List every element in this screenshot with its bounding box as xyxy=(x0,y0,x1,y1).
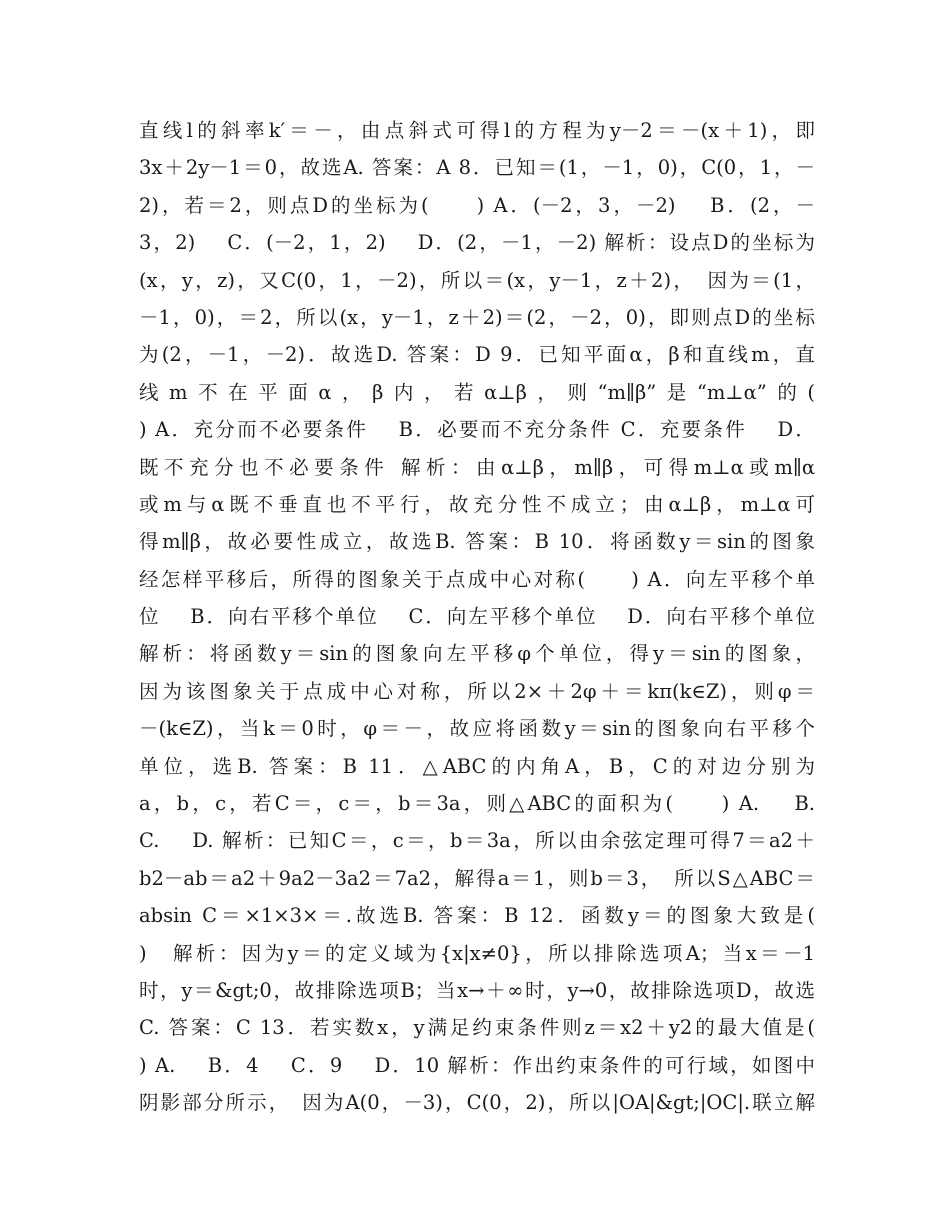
text-line: 因为该图象关于点成中心对称，所以2×＋2φ＋＝kπ(k∈Z)，则φ＝ xyxy=(139,679,815,703)
text-line: 阴影部分所示， 因为A(0，－3)，C(0，2)，所以|OA|&gt;|OC|.联立解 xyxy=(139,1091,815,1115)
text-line: C. D. 解析：已知C＝，c＝，b＝3a，所以由余弦定理可得7＝a2＋ xyxy=(139,829,815,853)
text-line: 2)，若＝2，则点D的坐标为( ) A．(－2，3，－2) B．(2，－ xyxy=(139,193,815,217)
text-line: 既不充分也不必要条件 解析：由α⊥β，m∥β，可得m⊥α或m∥α xyxy=(139,455,815,479)
text-line: 3x＋2y－1＝0，故选A. 答案：A 8．已知＝(1，－1，0)，C(0，1，－ xyxy=(139,156,815,180)
text-line: 得m∥β，故必要性成立，故选B. 答案：B 10．将函数y＝sin的图象 xyxy=(139,530,815,554)
text-line: 解析：将函数y＝sin的图象向左平移φ个单位，得y＝sin的图象， xyxy=(139,642,815,666)
text-line: 3，2) C．(－2，1，2) D．(2，－1，－2) 解析：设点D的坐标为 xyxy=(139,231,815,255)
text-line: b2－ab＝a2＋9a2－3a2＝7a2，解得a＝1，则b＝3， 所以S△ABC＝ xyxy=(139,866,815,890)
text-line: 为(2，－1，－2)．故选D. 答案：D 9．已知平面α，β和直线m，直 xyxy=(139,343,815,367)
text-line: ) A. B．4 C．9 D．10 解析：作出约束条件的可行域，如图中 xyxy=(139,1053,815,1077)
text-line: absin C＝×1×3×＝.故选B. 答案：B 12．函数y＝的图象大致是( xyxy=(139,904,815,928)
text-line: 或m与α既不垂直也不平行，故充分性不成立；由α⊥β，m⊥α可 xyxy=(139,492,815,516)
text-line: 单位，选B. 答案：B 11．△ABC的内角A，B，C的对边分别为 xyxy=(139,754,815,778)
text-line: C. 答案：C 13．若实数x，y满足约束条件则z＝x2＋y2的最大值是( xyxy=(139,1016,815,1040)
text-line: a，b，c，若C＝，c＝，b＝3a，则△ABC的面积为( ) A. B. xyxy=(139,792,815,816)
text-line: －1，0)，＝2，所以(x，y－1，z＋2)＝(2，－2，0)，即则点D的坐标 xyxy=(139,305,815,329)
text-line: 直线l的斜率k′＝－，由点斜式可得l的方程为y－2＝－(x＋1)，即 xyxy=(139,119,815,142)
text-line: 线m不在平面α，β内，若α⊥β，则“m∥β”是“m⊥α”的( xyxy=(139,380,815,404)
text-line: －(k∈Z)，当k＝0时，φ＝－，故应将函数y＝sin的图象向右平移个 xyxy=(139,717,815,741)
text-line: 时，y＝&gt;0，故排除选项B；当x→＋∞时，y→0，故排除选项D，故选 xyxy=(139,978,815,1002)
text-line: 经怎样平移后，所得的图象关于点成中心对称( ) A．向左平移个单 xyxy=(139,567,815,591)
text-line: 位 B．向右平移个单位 C．向左平移个单位 D．向右平移个单位 xyxy=(139,605,815,629)
text-line: ) A．充分而不必要条件 B．必要而不充分条件 C．充要条件 D． xyxy=(139,418,815,442)
document-body xyxy=(139,112,815,1122)
text-line: ) 解析：因为y＝的定义域为{x|x≠0}，所以排除选项A；当x＝－1 xyxy=(139,941,815,965)
text-line: (x，y，z)，又C(0，1，－2)，所以＝(x，y－1，z＋2)， 因为＝(1， xyxy=(139,268,815,292)
